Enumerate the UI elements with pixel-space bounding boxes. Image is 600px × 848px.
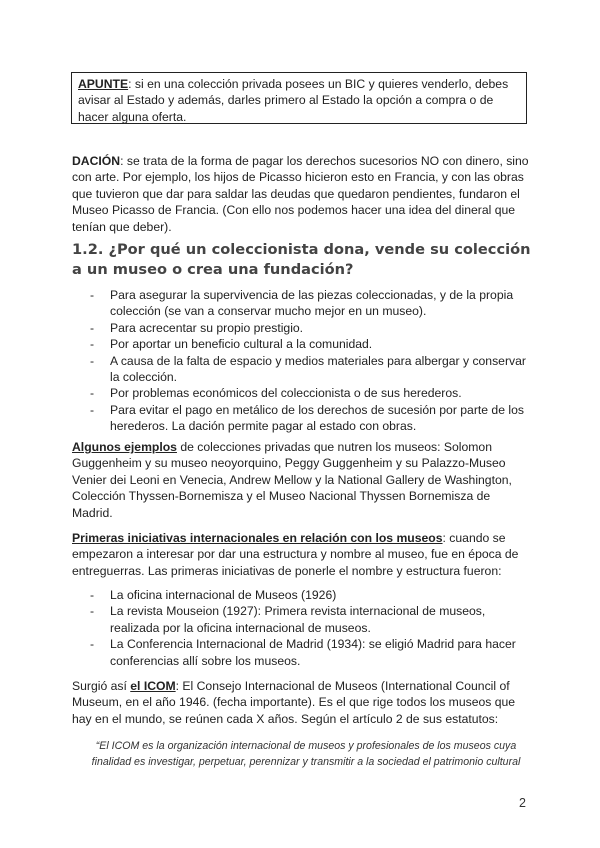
list-item: - Por aportar un beneficio cultural a la comunidad. <box>88 336 528 352</box>
icom-label: el ICOM <box>130 679 176 693</box>
apunte-note-box <box>71 72 527 124</box>
icom-statute-quote: “El ICOM es la organización internacional de museos y profesionales de los museos cuya finalidad es investigar, perpetuar, perennizar y transmitir a la sociedad el patrimonio cultural <box>91 740 521 769</box>
list-item: - La Conferencia Internacional de Madrid (1934): se eligió Madrid para hacer conferencias allí sobre los museos. <box>88 636 518 669</box>
ejemplos-text: de colecciones privadas que nutren los museos: Solomon Guggenheim y su museo neoyorquino, Peggy Guggenheim y su Palazzo-Museo Venier dei Leoni en Venecia, Andrew Mellow y la National Gallery de Washington, Colección Thyssen-Bornemisza y el Museo Nacional Thyssen Bornemisza de Madrid. <box>72 440 512 520</box>
list-item: - Para acrecentar su propio prestigio. <box>88 320 528 336</box>
dacion-text: : se trata de la forma de pagar los derechos sucesorios NO con dinero, sino con arte. Por ejemplo, los hijos de Picasso hicieron esto en Francia, y con las obras que tuvieron que dar para saldar las deudas que quedaron pendientes, fundaron el Museo Picasso de Francia. (Con ello nos podemos hacer una idea del dineral que tenían que deber). <box>72 154 529 234</box>
list-item: - Por problemas económicos del coleccionista o de sus herederos. <box>88 385 528 401</box>
section-heading: 1.2. ¿Por qué un coleccionista dona, vende su colección a un museo o crea una fundación? <box>72 241 531 278</box>
initiatives-list <box>88 587 518 669</box>
dacion-paragraph <box>72 153 532 235</box>
ejemplos-label: Algunos ejemplos <box>72 440 177 454</box>
list-item: - Para asegurar la supervivencia de las piezas coleccionadas, y de la propia colección (se van a conservar mucho mejor en un museo). <box>88 287 528 320</box>
icom-paragraph <box>72 678 532 727</box>
page-number: 2 <box>519 796 526 810</box>
icom-prefix: Surgió así <box>72 679 131 693</box>
iniciativas-label: Primeras iniciativas internacionales en relación con los museos <box>72 531 443 545</box>
list-item: - La oficina internacional de Museos (1926) <box>88 587 518 603</box>
ejemplos-paragraph <box>72 439 532 521</box>
apunte-label: APUNTE <box>78 77 129 91</box>
icom-text: : El Consejo Internacional de Museos (International Council of Museum, en el año 1946. (fecha importante). Es el que rige todos los museos que hay en el mundo, se reúnen cada X años. Según el artículo 2 de sus estatutos: <box>72 679 516 726</box>
dacion-label: DACIÓN <box>72 154 121 168</box>
list-item: - La revista Mouseion (1927): Primera revista internacional de museos, realizada por la oficina internacional de museos. <box>88 603 518 636</box>
reasons-list <box>88 287 528 435</box>
list-item: - Para evitar el pago en metálico de los derechos de sucesión por parte de los herederos. La dación permite pagar al estado con obras. <box>88 402 528 435</box>
apunte-text: : si en una colección privada posees un BIC y quieres venderlo, debes avisar al Estado y además, darles primero al Estado la opción a compra o de hacer alguna oferta. <box>78 77 509 124</box>
iniciativas-text: : cuando se empezaron a interesar por dar una estructura y nombre al museo, fue en época de entreguerras. Las primeras iniciativas de ponerle el nombre y estructura fueron: <box>72 531 519 578</box>
list-item: - A causa de la falta de espacio y medios materiales para albergar y conservar la colección. <box>88 353 528 386</box>
iniciativas-paragraph <box>72 530 532 579</box>
apunte-paragraph <box>78 76 520 125</box>
